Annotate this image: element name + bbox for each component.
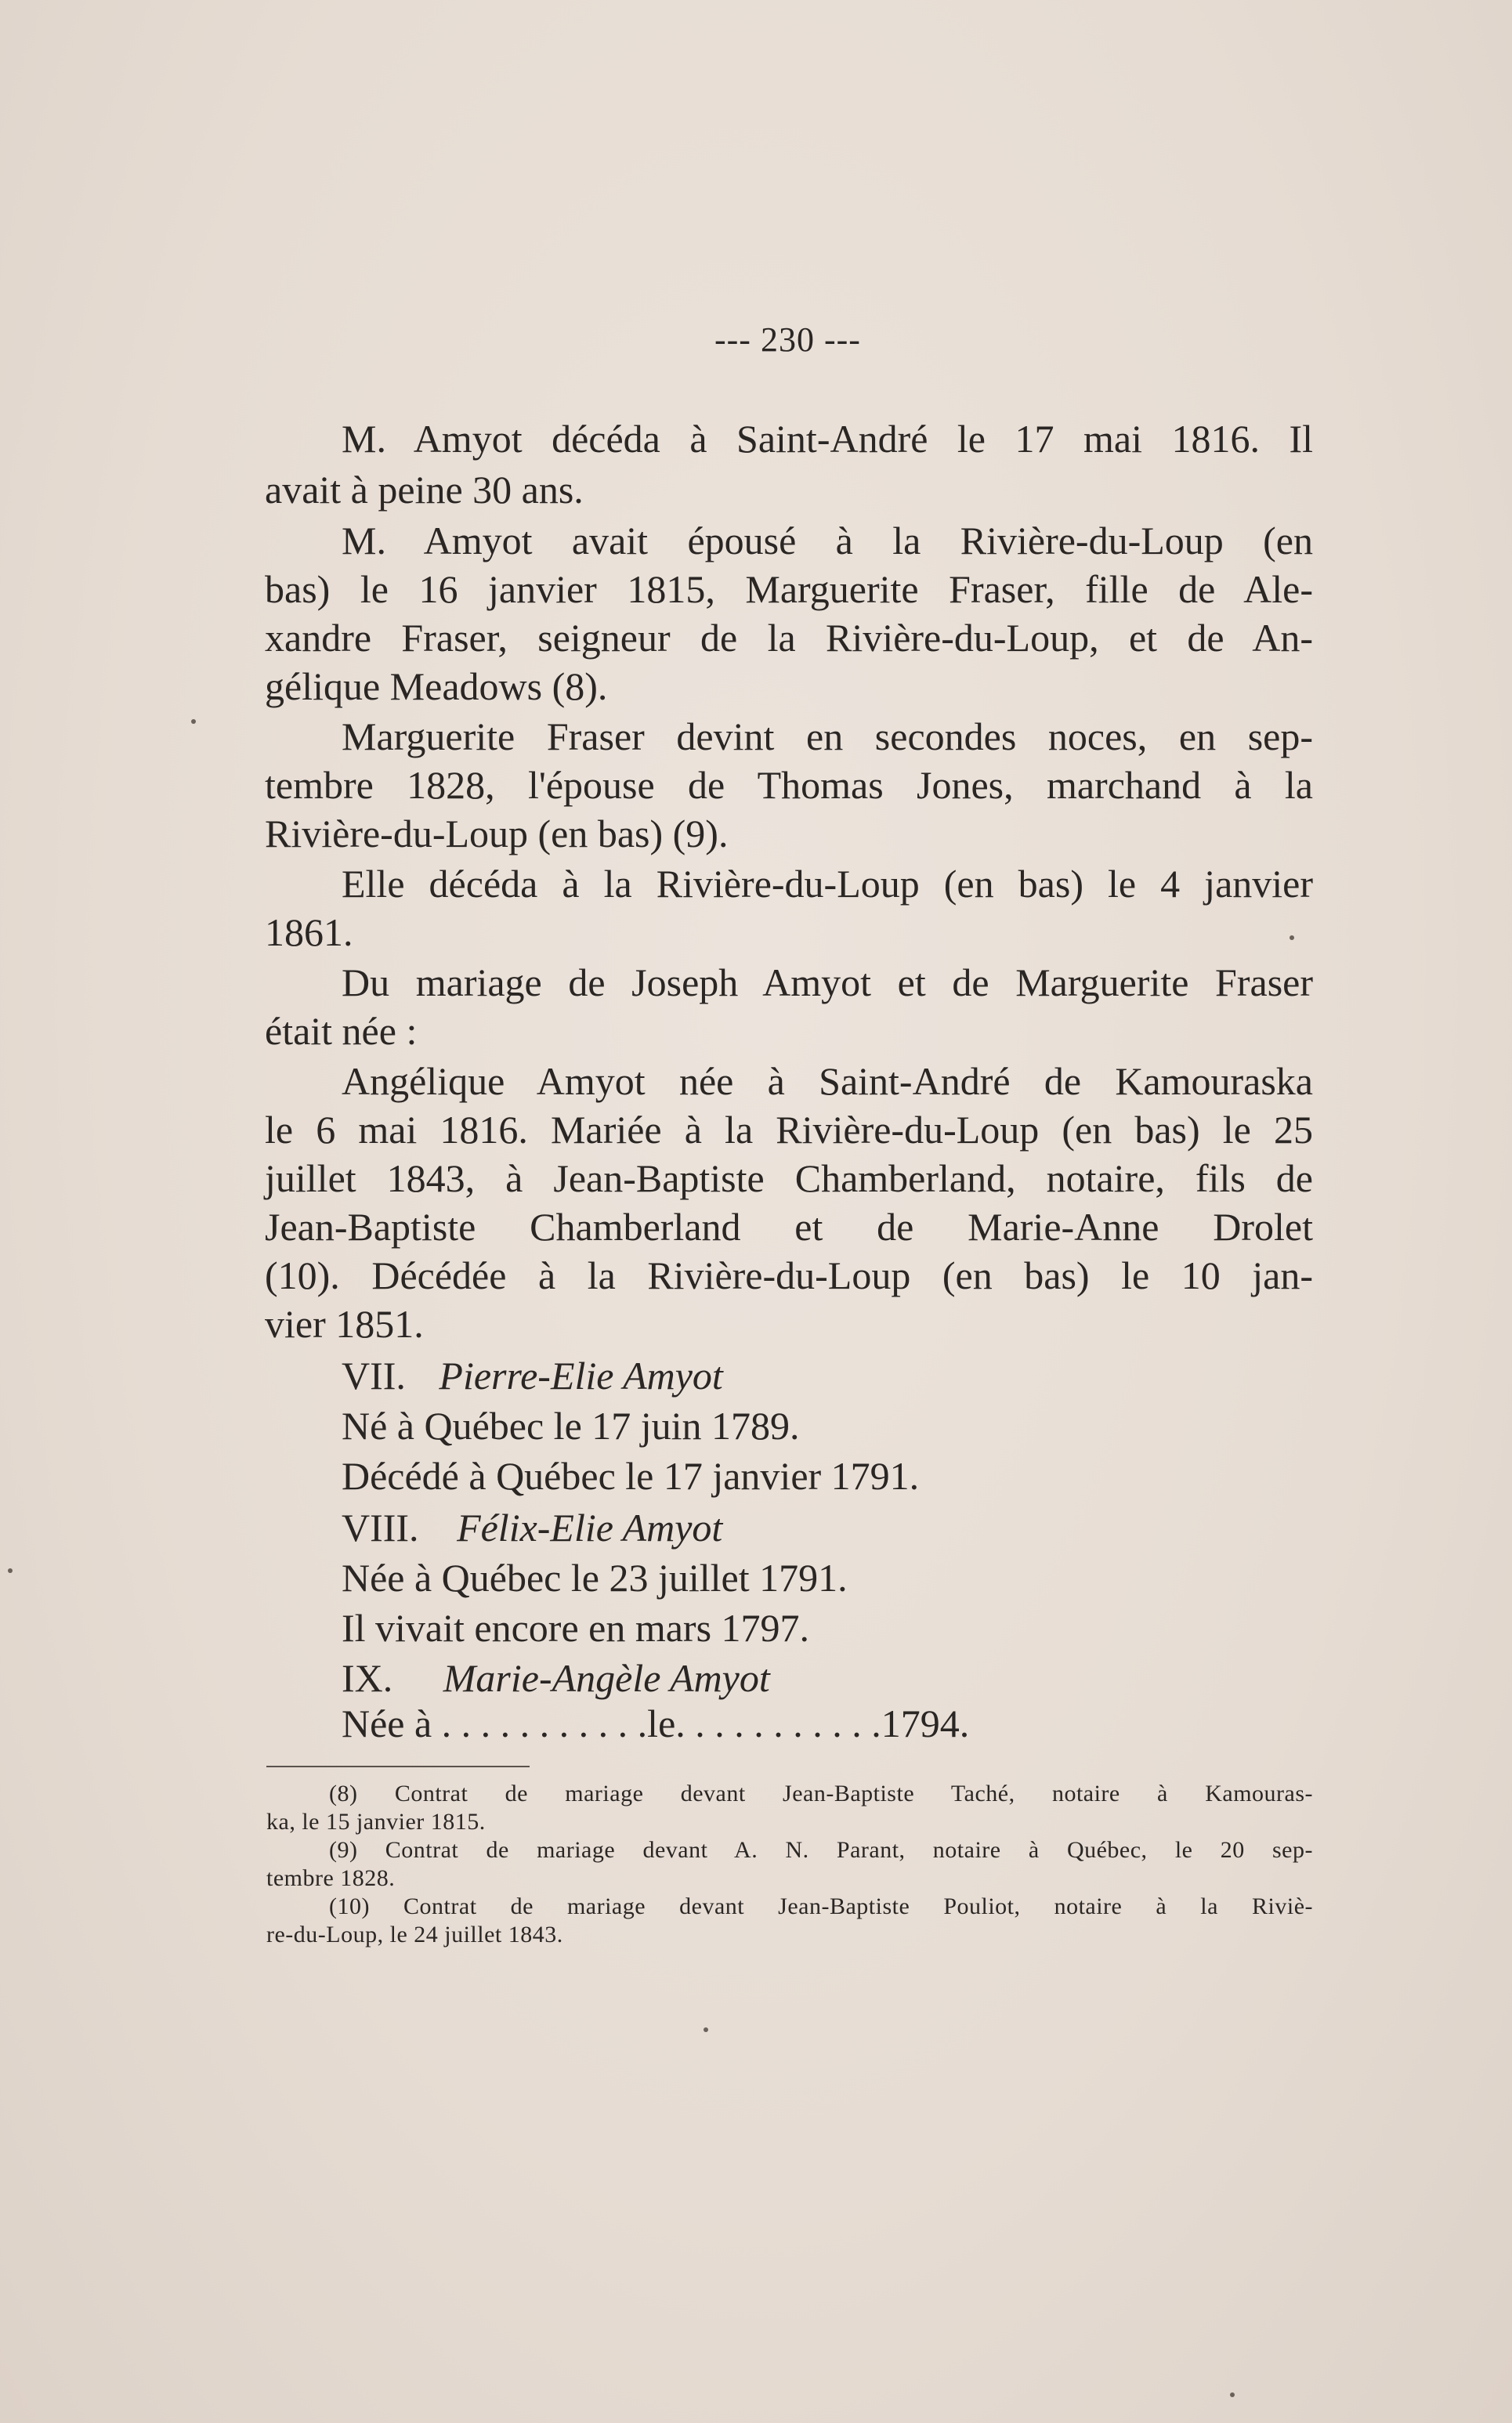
body-line: vier 1851. bbox=[265, 1302, 424, 1346]
body-line: bas) le 16 janvier 1815, Marguerite Fraser, fille de Ale- bbox=[265, 567, 1313, 611]
body-line: tembre 1828, l'épouse de Thomas Jones, marchand à la bbox=[265, 763, 1313, 807]
body-line: avait à peine 30 ans. bbox=[265, 468, 584, 512]
paper-speck bbox=[1230, 2392, 1235, 2397]
footnote-line: re-du-Loup, le 24 juillet 1843. bbox=[266, 1922, 563, 1947]
paper-speck bbox=[1290, 935, 1294, 940]
body-line: juillet 1843, à Jean-Baptiste Chamberland, notaire, fils de bbox=[265, 1156, 1313, 1200]
entry-heading bbox=[342, 1504, 722, 1551]
paper-speck bbox=[704, 2027, 708, 2032]
entry-number: VII. bbox=[342, 1354, 406, 1398]
body-line: M. Amyot décéda à Saint-André le 17 mai 1816. Il bbox=[342, 417, 1313, 461]
body-line: Rivière-du-Loup (en bas) (9). bbox=[265, 812, 729, 855]
entry-heading bbox=[342, 1655, 770, 1702]
entry-number: IX. bbox=[342, 1656, 393, 1700]
entry-name: Félix-Elie Amyot bbox=[457, 1506, 723, 1550]
footnote-line: (10) Contrat de mariage devant Jean-Baptiste Pouliot, notaire à la Riviè- bbox=[329, 1893, 1313, 1919]
body-line: le 6 mai 1816. Mariée à la Rivière-du-Loup (en bas) le 25 bbox=[265, 1108, 1313, 1152]
entry-line: Il vivait encore en mars 1797. bbox=[342, 1606, 810, 1650]
page-number: --- 230 --- bbox=[714, 320, 861, 359]
entry-number: VIII. bbox=[342, 1506, 419, 1550]
body-line: (10). Décédée à la Rivière-du-Loup (en bas) le 10 jan- bbox=[265, 1253, 1313, 1297]
entry-line: Décédé à Québec le 17 janvier 1791. bbox=[342, 1454, 920, 1498]
body-line: Jean-Baptiste Chamberland et de Marie-Anne Drolet bbox=[265, 1205, 1313, 1249]
body-line: 1861. bbox=[265, 910, 353, 954]
footnote-line: (9) Contrat de mariage devant A. N. Parant, notaire à Québec, le 20 sep- bbox=[329, 1837, 1313, 1863]
paper-speck bbox=[191, 719, 196, 724]
body-line: Marguerite Fraser devint en secondes noces, en sep- bbox=[342, 714, 1313, 758]
body-line: Elle décéda à la Rivière-du-Loup (en bas) le 4 janvier bbox=[342, 862, 1313, 906]
entry-line: Né à Québec le 17 juin 1789. bbox=[342, 1404, 800, 1448]
body-line: Du mariage de Joseph Amyot et de Marguerite Fraser bbox=[342, 960, 1313, 1004]
entry-name: Marie-Angèle Amyot bbox=[443, 1656, 770, 1700]
entry-line: Née à Québec le 23 juillet 1791. bbox=[342, 1556, 848, 1600]
body-line: gélique Meadows (8). bbox=[265, 664, 608, 708]
footnote-line: (8) Contrat de mariage devant Jean-Baptiste Taché, notaire à Kamouras- bbox=[329, 1781, 1313, 1806]
body-line: était née : bbox=[265, 1009, 418, 1053]
entry-heading bbox=[342, 1352, 723, 1399]
footnote-line: tembre 1828. bbox=[266, 1865, 396, 1891]
body-line: xandre Fraser, seigneur de la Rivière-du-Loup, et de An- bbox=[265, 616, 1313, 660]
paper-speck bbox=[8, 1568, 13, 1573]
footnote-line: ka, le 15 janvier 1815. bbox=[266, 1809, 486, 1835]
body-line: M. Amyot avait épousé à la Rivière-du-Loup (en bbox=[342, 519, 1313, 562]
entry-name: Pierre-Elie Amyot bbox=[439, 1354, 723, 1398]
footnote-divider bbox=[266, 1766, 530, 1767]
body-line: Angélique Amyot née à Saint-André de Kamouraska bbox=[342, 1059, 1313, 1103]
entry-line: Née à . . . . . . . . . . .le. . . . . . . . . . .1794. bbox=[342, 1702, 970, 1745]
